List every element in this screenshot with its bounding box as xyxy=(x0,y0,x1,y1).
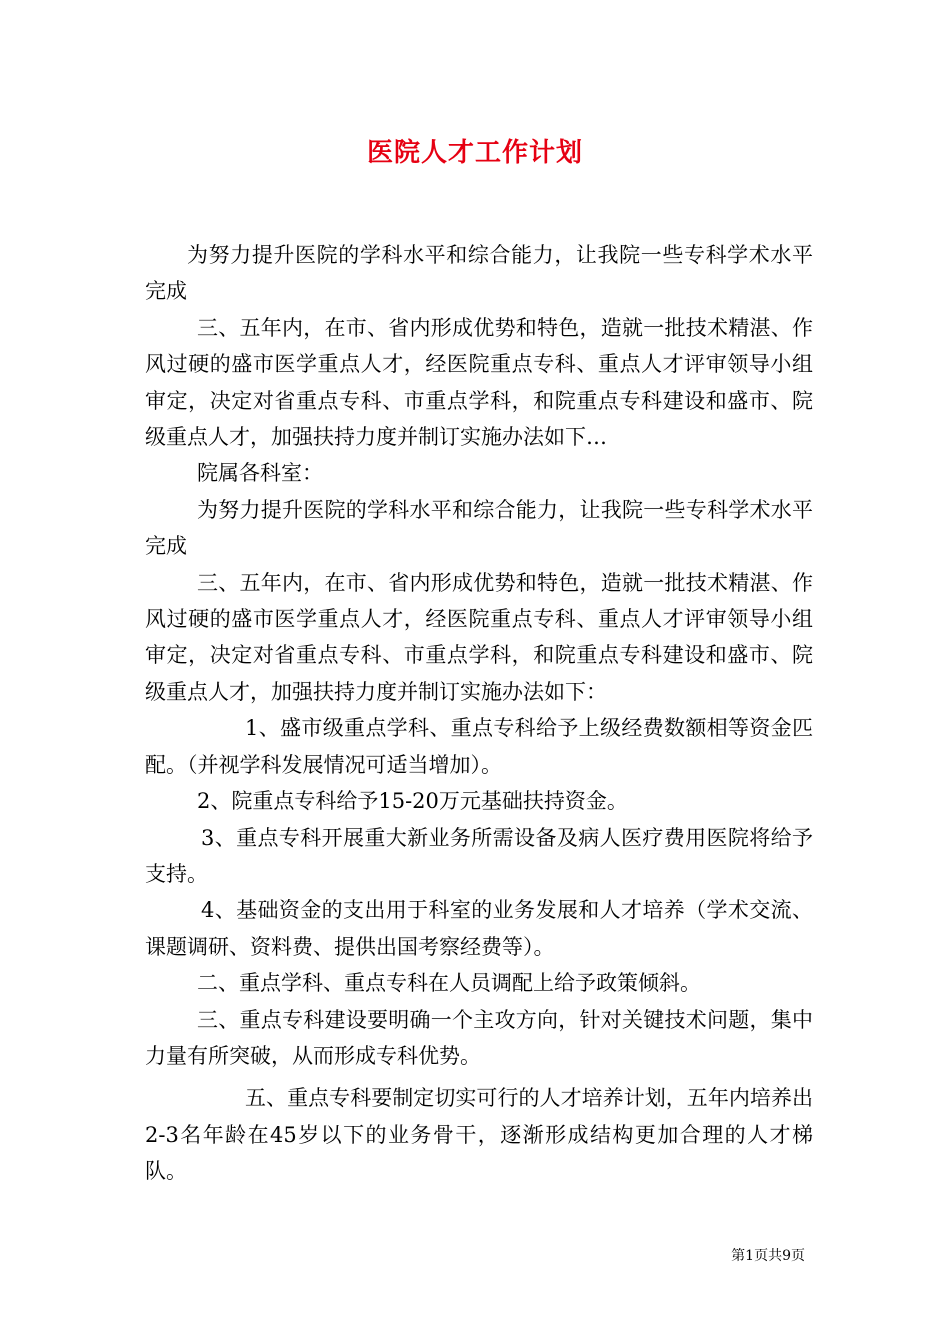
paragraph-intro-repeat: 为努力提升医院的学科水平和综合能力，让我院一些专科学术水平完成 xyxy=(145,497,813,559)
document-body xyxy=(145,237,813,1190)
paragraph-section-3: 三、重点专科建设要明确一个主攻方向，针对关键技术问题，集中力量有所突破，从而形成专科优势。 xyxy=(145,1007,813,1068)
paragraph-plan-summary: 三、五年内，在市、省内形成优势和特色，造就一批技术精湛、作风过硬的盛市医学重点人才，经医院重点专科、重点人才评审领导小组审定，决定对省重点专科、市重点学科，和院重点专科建设和盛市、院级重点人才，加强扶持力度并制订实施办法如下… xyxy=(145,315,813,450)
paragraph-item-4: 4、基础资金的支出用于科室的业务发展和人才培养（学术交流、课题调研、资料费、提供出国考察经费等）。 xyxy=(145,898,813,959)
paragraph-item-1: 1、盛市级重点学科、重点专科给予上级经费数额相等资金匹配。（并视学科发展情况可适当增加）。 xyxy=(145,716,813,777)
paragraph-item-2: 2、院重点专科给予15-20万元基础扶持资金。 xyxy=(197,789,628,814)
document-title: 医院人才工作计划 xyxy=(366,138,583,168)
paragraph-intro: 为努力提升医院的学科水平和综合能力，让我院一些专科学术水平完成 xyxy=(145,243,813,304)
paragraph-plan-summary-repeat: 三、五年内，在市、省内形成优势和特色，造就一批技术精湛、作风过硬的盛市医学重点人才，经医院重点专科、重点人才评审领导小组审定，决定对省重点专科、市重点学科，和院重点专科建设和盛市、院级重点人才，加强扶持力度并制订实施办法如下： xyxy=(145,570,813,704)
paragraph-section-2: 二、重点学科、重点专科在人员调配上给予政策倾斜。 xyxy=(197,971,701,996)
paragraph-section-5: 五、重点专科要制定切实可行的人才培养计划，五年内培养出2-3名年龄在45岁以下的业务骨干，逐渐形成结构更加合理的人才梯队。 xyxy=(145,1086,813,1184)
paragraph-item-3: 3、重点专科开展重大新业务所需设备及病人医疗费用医院将给予支持。 xyxy=(145,825,813,886)
page-number-footer: 第1页共9页 xyxy=(731,1248,805,1264)
paragraph-addressee: 院属各科室： xyxy=(197,461,323,486)
